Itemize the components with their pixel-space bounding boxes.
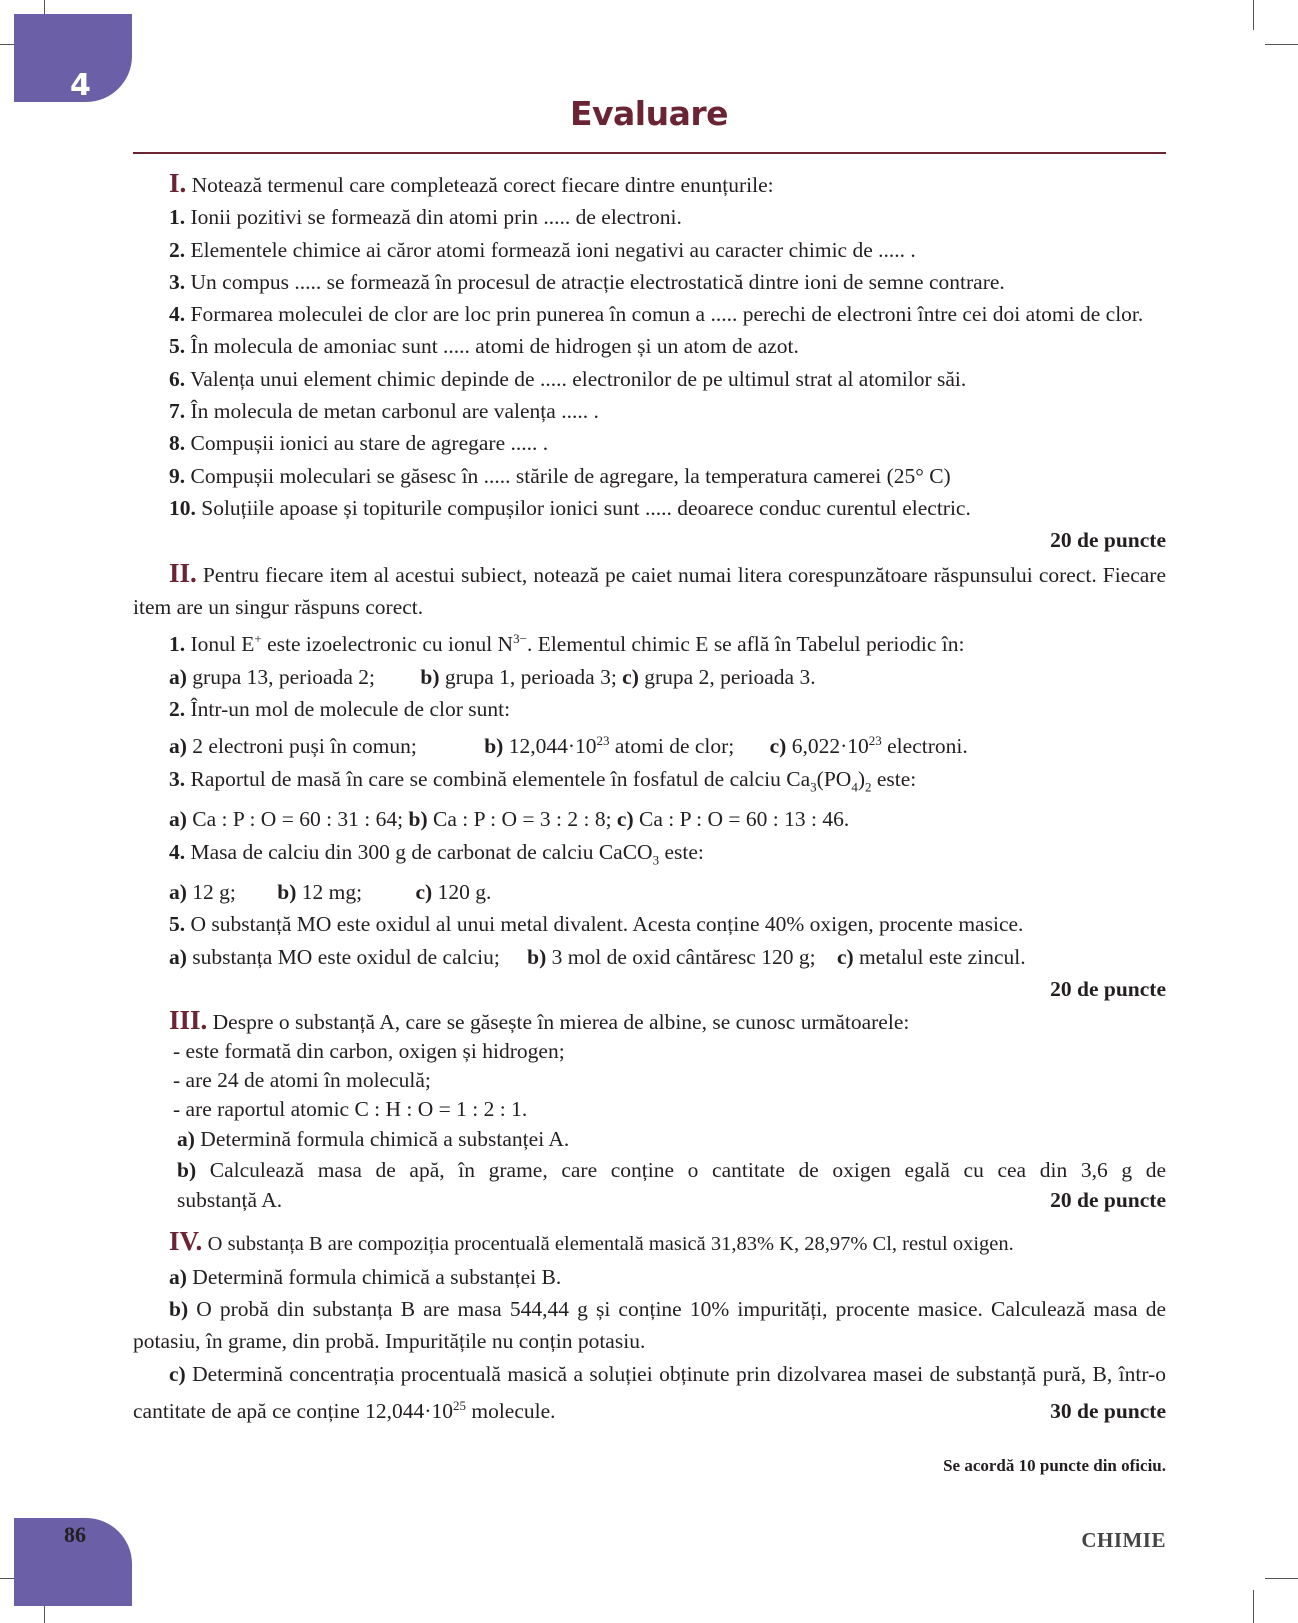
item-number: 10. <box>169 495 196 520</box>
subject-label: CHIMIE <box>1081 1528 1166 1552</box>
section-intro-text: O substanța B are compoziția procentuală elementală masică 31,83% K, 28,97% Cl, restul oxigen. <box>207 1233 1014 1256</box>
superscript: 25 <box>452 1397 466 1413</box>
option-letter: a) <box>177 1127 195 1152</box>
list-item <box>133 427 1166 459</box>
option-text: Ca : P : O = 60 : 13 : 46. <box>639 807 850 832</box>
task-item <box>133 1155 1166 1215</box>
item-number: 6. <box>169 366 186 391</box>
option-text: grupa 2, perioada 3. <box>644 664 816 689</box>
list-item <box>133 234 1166 266</box>
item-number: 8. <box>169 431 186 456</box>
option-letter: c) <box>616 807 634 832</box>
item-number: 1. <box>169 205 186 230</box>
section-intro-text: Pentru fiecare item al acestui subiect, notează pe caiet numai litera corespunzătoare răspunsului corect. Fiecare item are un singur răspuns corect. <box>133 562 1167 619</box>
item-text: Un compus ..... se formează în procesul de atracție electrostatică dintre ioni de semne contrare. <box>190 269 1005 294</box>
option-letter: a) <box>169 664 187 689</box>
task-text: substanță A. <box>177 1188 283 1213</box>
option-letter: a) <box>169 734 187 759</box>
question <box>133 836 1166 877</box>
list-item <box>133 395 1166 427</box>
question <box>133 763 1166 804</box>
item-number: 5. <box>169 334 186 359</box>
item-text: Compușii ionici au stare de agregare ..... . <box>190 431 549 456</box>
item-text: În molecula de amoniac sunt ..... atomi de hidrogen și un atom de azot. <box>190 334 799 359</box>
option-text: 3 mol de oxid cântăresc 120 g; <box>551 944 816 969</box>
question-text: Masa de calciu din 300 g de carbonat de calciu CaCO <box>190 839 653 864</box>
subscript: 3 <box>810 778 817 794</box>
question <box>133 693 1166 725</box>
page-number: 86 <box>64 1522 86 1547</box>
office-points-note: Se acordă 10 puncte din oficiu. <box>943 1456 1166 1475</box>
crop-mark <box>1253 0 1254 30</box>
option-letter: b) <box>484 734 504 759</box>
question-text: este izoelectronic cu ionul N <box>261 632 514 657</box>
superscript: 3− <box>513 631 527 647</box>
item-number: 2. <box>169 237 186 262</box>
section-4-intro <box>133 1225 1166 1260</box>
option-letter: b) <box>277 880 297 905</box>
option-letter: b) <box>408 807 428 832</box>
option-text: 2 electroni puși în comun; <box>192 734 417 759</box>
option-text: atomi de clor; <box>609 734 735 759</box>
option-text: 120 g. <box>437 880 492 905</box>
subscript: 3 <box>652 851 660 867</box>
item-number: 1. <box>169 632 186 657</box>
question-text: Ionul E <box>190 632 255 657</box>
option-letter: c) <box>769 734 787 759</box>
chapter-number: 4 <box>70 68 91 103</box>
task-item <box>133 1358 1166 1428</box>
option-text: grupa 1, perioada 3; <box>444 664 617 689</box>
question-text: ) <box>857 766 865 791</box>
item-text: Formarea moleculei de clor are loc prin punerea în comun a ..... perechi de electroni între cei doi atomi de clor. <box>190 302 1144 327</box>
title-divider <box>133 152 1166 154</box>
option-text: 12,044·10 <box>508 734 597 759</box>
question-text: (PO <box>816 766 852 791</box>
task-item <box>133 1124 1166 1155</box>
answer-options <box>133 803 1166 835</box>
question-text: este: <box>659 839 704 864</box>
list-item: - are 24 de atomi în moleculă; <box>173 1068 431 1093</box>
answer-options <box>133 661 1166 693</box>
item-number: 9. <box>169 463 186 488</box>
superscript: 23 <box>596 733 610 749</box>
section-points: 20 de puncte <box>1050 1188 1166 1213</box>
task-item <box>133 1293 1166 1358</box>
question-text: Într-un mol de molecule de clor sunt: <box>190 696 511 721</box>
option-letter: a) <box>169 880 187 905</box>
question <box>133 623 1166 660</box>
option-text: grupa 13, perioada 2; <box>192 664 375 689</box>
answer-options <box>133 941 1166 973</box>
section-points: 30 de puncte <box>1050 1398 1166 1423</box>
item-text: Valența unui element chimic depinde de ..... electronilor de pe ultimul strat al atomilor săi. <box>190 366 967 391</box>
task-text: Determină formula chimică a substanței A. <box>200 1127 570 1152</box>
option-text: 12 g; <box>192 880 236 905</box>
option-letter: b) <box>177 1158 197 1183</box>
list-item <box>133 298 1166 330</box>
question-text: Raportul de masă în care se combină elementele în fosfatul de calciu Ca <box>190 766 811 791</box>
list-item <box>133 266 1166 298</box>
item-number: 3. <box>169 269 186 294</box>
section-points: 20 de puncte <box>1050 528 1166 553</box>
section-intro-text: Notează termenul care completează corect fiecare dintre enunțurile: <box>191 173 774 197</box>
section-2-intro <box>133 557 1166 624</box>
question <box>133 908 1166 940</box>
option-letter: a) <box>169 807 187 832</box>
task-text: Calculează masa de apă, în grame, care conține o cantitate de oxigen egală cu cea din 3,6 g de <box>209 1158 1167 1183</box>
task-text: Determină concentrația procentuală masică a soluției obținute prin dizolvarea masei de substanță pură, B, într-o cantitate de apă ce conține 12,044·10 <box>133 1361 1166 1423</box>
exam-content <box>133 167 1166 1427</box>
item-number: 4. <box>169 302 186 327</box>
section-number: II. <box>169 557 197 588</box>
item-number: 3. <box>169 766 186 791</box>
answer-options <box>133 876 1166 908</box>
section-1-intro <box>133 167 1166 201</box>
superscript: + <box>254 631 262 647</box>
question-text: O substanță MO este oxidul al unui metal divalent. Acesta conține 40% oxigen, procente masice. <box>190 912 1024 937</box>
item-number: 7. <box>169 399 186 424</box>
list-item: - este formată din carbon, oxigen și hidrogen; <box>173 1039 565 1064</box>
crop-mark <box>1265 44 1298 45</box>
option-letter: c) <box>622 664 639 689</box>
option-text: Ca : P : O = 3 : 2 : 8; <box>432 807 612 832</box>
option-text: metalul este zincul. <box>859 944 1026 969</box>
option-text: 6,022·10 <box>791 734 869 759</box>
option-letter: a) <box>169 1264 187 1289</box>
question-text: este: <box>871 766 917 791</box>
list-item <box>133 201 1166 233</box>
option-text: 12 mg; <box>301 880 363 905</box>
item-number: 4. <box>169 839 186 864</box>
option-letter: c) <box>415 880 433 905</box>
item-text: În molecula de metan carbonul are valența ..... . <box>190 399 599 424</box>
question-text: . Elementul chimic E se află în Tabelul periodic în: <box>526 632 965 657</box>
answer-options <box>133 725 1166 762</box>
list-item <box>133 460 1166 492</box>
section-3-intro <box>133 1005 1166 1037</box>
option-letter: b) <box>527 944 547 969</box>
option-letter: c) <box>836 944 854 969</box>
subscript: 4 <box>851 778 858 794</box>
task-text: molecule. <box>465 1398 556 1423</box>
item-number: 2. <box>169 696 186 721</box>
task-text: Determină formula chimică a substanței B. <box>192 1264 562 1289</box>
list-item <box>133 363 1166 395</box>
list-item <box>133 330 1166 362</box>
option-letter: b) <box>169 1296 189 1321</box>
section-intro-text: Despre o substanță A, care se găsește în mierea de albine, se cunosc următoarele: <box>212 1010 910 1035</box>
subscript: 2 <box>865 778 872 794</box>
option-letter: b) <box>420 664 440 689</box>
section-number: I. <box>169 168 187 198</box>
item-number: 5. <box>169 912 186 937</box>
section-points: 20 de puncte <box>1050 977 1166 1002</box>
item-text: Elementele chimice ai căror atomi formează ioni negativi au caracter chimic de ..... . <box>190 237 916 262</box>
task-text: O probă din substanța B are masa 544,44 g și conține 10% impurități, procente masice. Calculează masa de potasiu, în grame, din probă. Impuritățile nu conțin potasiu. <box>133 1296 1166 1354</box>
option-letter: c) <box>169 1361 186 1386</box>
section-number: IV. <box>169 1226 203 1257</box>
list-item <box>133 492 1166 524</box>
item-text: Soluțiile apoase și topiturile compușilor ionici sunt ..... deoarece conduc curentul electric. <box>201 495 971 520</box>
option-letter: a) <box>169 944 187 969</box>
crop-mark <box>1265 1578 1298 1579</box>
item-text: Ionii pozitivi se formează din atomi prin ..... de electroni. <box>190 205 682 230</box>
task-item <box>133 1261 1166 1293</box>
list-item: - are raportul atomic C : H : O = 1 : 2 : 1. <box>173 1097 528 1122</box>
option-text: substanța MO este oxidul de calciu; <box>192 944 500 969</box>
option-text: electroni. <box>881 734 968 759</box>
superscript: 23 <box>868 733 882 749</box>
item-text: Compușii moleculari se găsesc în ..... stările de agregare, la temperatura camerei (25° C) <box>190 463 951 488</box>
section-number: III. <box>169 1005 208 1036</box>
page-title: Evaluare <box>569 94 729 133</box>
crop-mark <box>1253 1590 1254 1623</box>
option-text: Ca : P : O = 60 : 31 : 64; <box>192 807 404 832</box>
